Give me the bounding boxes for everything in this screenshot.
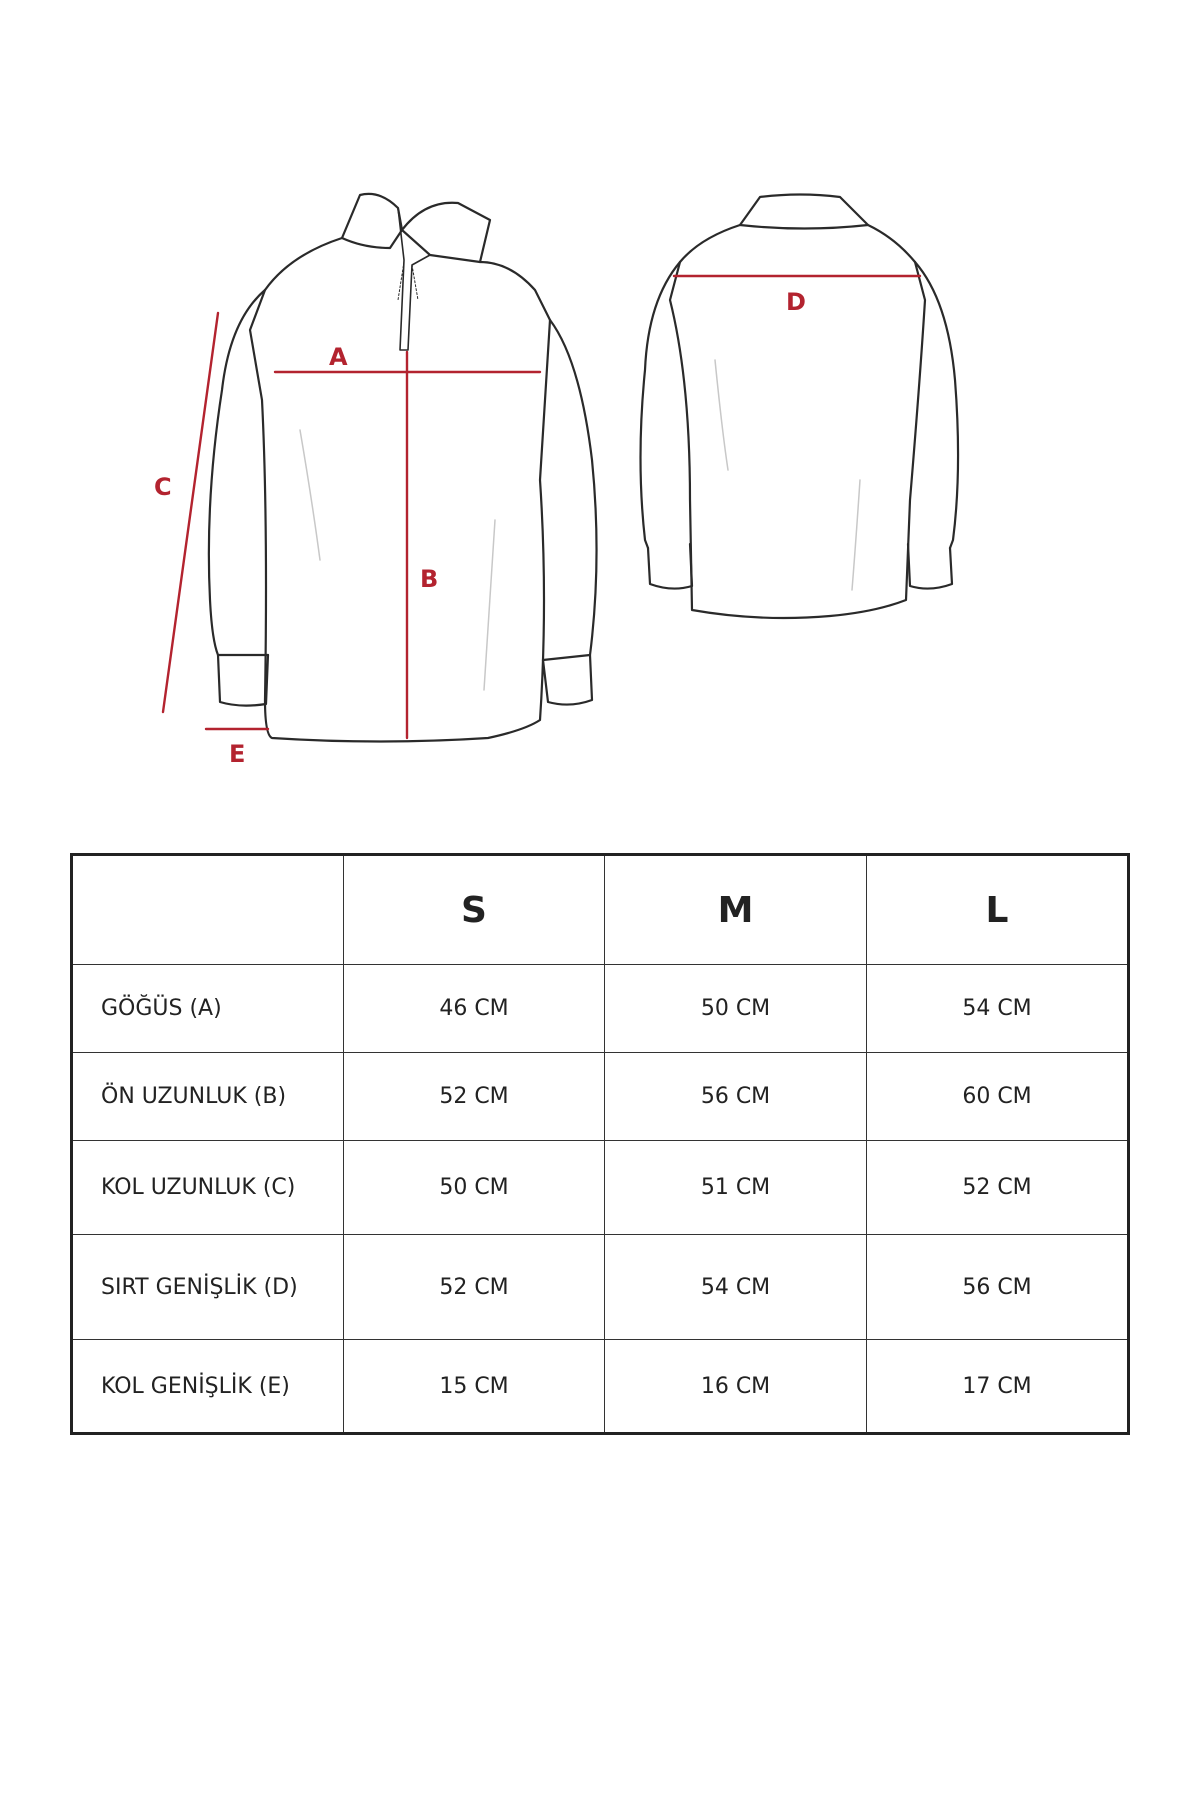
cell-value: 17 CM	[867, 1340, 1129, 1434]
header-empty-cell	[72, 855, 344, 965]
cell-value: 50 CM	[344, 1141, 605, 1235]
size-header-m: M	[605, 855, 867, 965]
table-row	[72, 1235, 1129, 1340]
cell-value: 52 CM	[344, 1235, 605, 1340]
table-row	[72, 1053, 1129, 1141]
cell-value: 60 CM	[867, 1053, 1129, 1141]
size-header-s: S	[344, 855, 605, 965]
cell-value: 51 CM	[605, 1141, 867, 1235]
label-e: E	[229, 740, 246, 768]
garment-diagram	[0, 0, 1200, 800]
size-header-l: L	[867, 855, 1129, 965]
row-label: KOL UZUNLUK (C)	[72, 1141, 344, 1235]
row-label: KOL GENİŞLİK (E)	[72, 1340, 344, 1434]
table-row	[72, 1340, 1129, 1434]
table-row	[72, 1141, 1129, 1235]
row-label: SIRT GENİŞLİK (D)	[72, 1235, 344, 1340]
cell-value: 56 CM	[867, 1235, 1129, 1340]
back-garment-sketch	[641, 195, 959, 619]
cell-value: 52 CM	[867, 1141, 1129, 1235]
row-label: GÖĞÜS (A)	[72, 965, 344, 1053]
cell-value: 54 CM	[867, 965, 1129, 1053]
label-c: C	[154, 473, 172, 501]
row-label: ÖN UZUNLUK (B)	[72, 1053, 344, 1141]
size-header-row	[72, 855, 1129, 965]
cell-value: 16 CM	[605, 1340, 867, 1434]
label-a: A	[329, 343, 348, 371]
label-b: B	[420, 565, 439, 593]
size-chart-table	[70, 853, 1130, 1435]
cell-value: 46 CM	[344, 965, 605, 1053]
cell-value: 50 CM	[605, 965, 867, 1053]
cell-value: 54 CM	[605, 1235, 867, 1340]
label-d: D	[786, 288, 806, 316]
cell-value: 56 CM	[605, 1053, 867, 1141]
cell-value: 15 CM	[344, 1340, 605, 1434]
cell-value: 52 CM	[344, 1053, 605, 1141]
front-garment-sketch	[209, 194, 597, 742]
table-row	[72, 965, 1129, 1053]
